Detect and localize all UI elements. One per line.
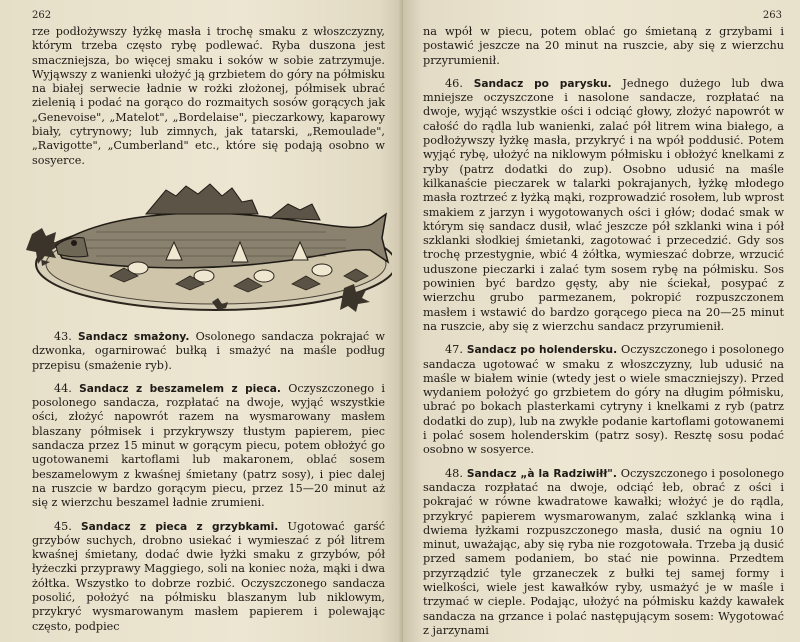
fish-on-platter-illustration (26, 176, 392, 324)
page-number-right: 263 (762, 10, 782, 21)
recipe-46-title: Sandacz po parysku. (473, 77, 612, 90)
recipe-43: 43. Sandacz smażony. Osolonego sandacza pokrajać w dzwonka, ogarnirować bułką i smażyć na maśle podług przepisu (smażenie ryb). (32, 329, 385, 372)
page-number-left: 262 (32, 10, 52, 21)
recipe-48-title: Sandacz „à la Radziwiłł". (466, 467, 617, 480)
recipe-45: 45. Sandacz z pieca z grzybkami. Ugotować garść grzybów suchych, drobno usiekać i wymieszać z pół litrem kwaśnej śmietany, dodać dwie łyżki smaku z grzybów, pół łyżeczki przyprawy Maggiego, soli na koniec noża, mąki i dwa żółtka. Wszystko to dobrze rozbić. Oczyszczonego sandacza posolić, położyć na półmisku blaszanym lub niklowym, przykryć wysmarowanym masłem papierem i polewając często, podpiec (32, 519, 385, 633)
recipe-46: 46. Sandacz po parysku. Jednego dużego lub dwa mniejsze oczyszczone i nasolone sandacze, rozpłatać na dwoje, wyjąć wszystkie ości i odciąć głowy, złożyć napowrót w całość do rądla lub wanienki, zalać pół litrem wina białego, a podłożywszy łyżkę masła, przykryć i na wpół poddusić. Potem wyjąć rybę, ułożyć na niklowym półmisku i obłożyć knelkami z ryby (patrz dodatki do zup). Osobno udusić na maśle kilkanaście pieczarek w talarki pokrajanych, łyżkę młodego masła roztrzeć z łyżką mąki, rozprowadzić rosołem, lub wprost smakiem z jarzyn i wygotowanych ości i głów; dodać smak w którym się sandacz dusił, wlać jeszcze pół szklanki wina i pół szklanki słodkiej śmietanki, zagotować i przecedzić. Gdy sos trochę przestygnie, wbić 4 żółtka, wymieszać dobrze, wrzucić uduszone pieczarki i zalać tym sosem rybę na półmisku. Sos powinien być bardzo gęsty, aby nie ściekał, posypać z wierzchu grubo parmezanem, pokropić rozpuszczonem masłem i wstawić do bardzo gorącego pieca na 20—25 minut na ruszcie, aby się z wierzchu sandacz przyrumienił. (423, 76, 785, 333)
intro-paragraph-right: na wpół w piecu, potem oblać go śmietaną z grzybami i postawić jeszcze na 20 minut na ruszcie, aby się z wierzchu przyrumienił. (423, 25, 784, 67)
intro-paragraph-left: rze podłożywszy łyżkę masła i trochę smaku z włoszczyzny, którym trzeba często rybę podlewać. Ryba duszona jest smaczniejsza, bo więcej smaku i soków w sobie zatrzymuje. Wyjąwszy z wanienki ułożyć ją grzbietem do góry na półmisku na białej serwecie ładnie w rożki złożonej, półmisek ubrać zielenią i podać na gorąco do rozmaitych sosów gorących jak „Genevoise", „Matelot", „Bordelaise", pieczarkowy, kaparowy biały, cytrynowy; lub zimnych, jak tatarski, „Remoulade", „Ravigotte", „Cumberland" etc., które się podają osobno w sosyerce. (32, 25, 385, 167)
recipe-48: 48. Sandacz „à la Radziwiłł". Oczyszczonego i posolonego sandacza rozpłatać na dwoje, odciąć łeb, obrać z ości i pokrajać w równe kwadratowe kawałki; włożyć je do rądla, przykryć papierem wysmarowanym, zalać szklanką wina i dwiema łyżkami rozpuszczonego masła, dusić na ogniu 10 minut, uważając, aby się ryba nie rozgotowała. Trzeba ją dusić przed samem podaniem, bo stać nie powinna. Przedtem przyrządzić tyle grzaneczek z bułki tej samej formy i wielkości, wiele jest kawałków ryby, usmażyć je w maśle i trzymać w cieple. Podając, ułożyć na półmisku każdy kawałek sandacza na grzance i polać następującym sosem: Wygotować z jarzynami (423, 466, 784, 637)
recipe-44: 44. Sandacz z beszamelem z pieca. Oczyszczonego i posolonego sandacza, rozpłatać na dwoje, wyjąć wszystkie ości, złożyć napowrót razem na wysmarowany masłem blaszany półmisek i przykrywszy tłustym papierem, piec sandacza przez 15 minut w gorącym piecu, potem obłożyć go ugotowanemi kartoflami lub makaronem, oblać sosem beszamelowym z kwaśnej śmietany (patrz sosy), i piec dalej na ruszcie w bardzo gorącym piecu, przez 15—20 minut aż się z wierzchu beszamel ładnie zrumieni. (32, 381, 385, 510)
right-page (403, 0, 800, 642)
recipe-45-title: Sandacz z pieca z grzybkami. (81, 520, 279, 533)
recipe-47: 47. Sandacz po holendersku. Oczyszczonego i posolonego sandacza ugotować w smaku z włoszczyzny, lub udusić na maśle w białem winie (wtedy jest o wiele smaczniejszy). Przed wydaniem położyć go grzbietem do góry na długim półmisku, ubrać po bokach plasterkami cytryny i knelkami z ryb (patrz dodatki do zup), lub na zwykłe podanie kartoflami gotowanemi i polać sosem holenderskim (patrz sosy). Resztę sosu podać osobno w sosyerce. (423, 343, 785, 457)
recipe-44-title: Sandacz z beszamelem z pieca. (79, 382, 281, 395)
recipe-47-title: Sandacz po holendersku. (466, 344, 618, 357)
recipe-43-title: Sandacz smażony. (78, 330, 190, 343)
